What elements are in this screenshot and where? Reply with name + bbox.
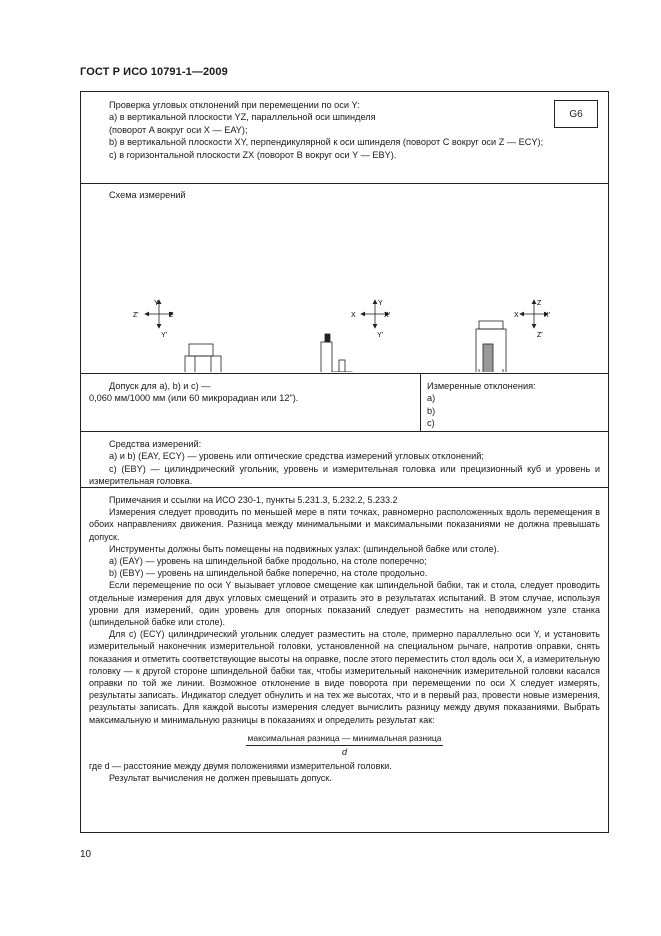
measured-item: b)	[427, 405, 436, 416]
formula-denominator: d	[341, 747, 347, 758]
measured-block	[427, 380, 536, 430]
tolerance-cell	[81, 374, 608, 432]
axis-c-down: Z'	[537, 332, 543, 339]
machine-b-drawing	[299, 334, 388, 372]
measured-label: Измеренные отклонения:	[427, 381, 536, 391]
notes-paragraph: Измерения следует проводить по меньшей мере в пяти точках, равномерно расположенных вдоль перемещения в обоих направлениях движения. Разница между минимальными и максимальными показаниями не должна превышать допуск.	[89, 507, 600, 542]
axis-b-up: Y	[378, 300, 383, 307]
axis-b-right: X'	[384, 312, 391, 319]
diagram-cell	[81, 184, 608, 374]
test-description	[89, 99, 600, 161]
axis-c-left: X	[514, 312, 519, 319]
axis-c-right: X'	[544, 312, 551, 319]
test-description-cell	[81, 92, 608, 184]
column-divider	[420, 374, 421, 431]
tolerance-block	[89, 380, 415, 405]
axis-a-right: Z	[169, 312, 174, 319]
tolerance-value: 0,060 мм/1000 мм (или 60 микрорадиан или 12").	[89, 393, 299, 404]
test-code: G6	[554, 100, 598, 128]
notes-paragraph: Если перемещение по оси Y вызывает угловое смещение как шпиндельной бабки, так и стола, следует проводить отдельные измерения для двух угловых смещений и отразить это в результатах испытаний. В этом случае, используя уровни для измерений, один уровень для опорных показаний следует разместить на неподвижном узле станка (шпиндельной бабке или столе).	[89, 580, 600, 628]
measured-item: a)	[427, 393, 436, 404]
test-line: c) в горизонтальной плоскости ZX (поворот B вокруг оси Y — EBY).	[109, 149, 397, 160]
measured-item: c)	[427, 418, 435, 429]
test-line: b) в вертикальной плоскости XY, перпендикулярной к оси шпинделя (поворот C вокруг оси Z — ECY);	[109, 137, 544, 148]
notes-paragraph: a) (EAY) — уровень на шпиндельной бабке продольно, на столе поперечно;	[109, 556, 427, 567]
machine-c-drawing	[453, 321, 529, 372]
formula-numerator: максимальная разница — минимальная разница	[246, 732, 444, 746]
diagram-title: Схема измерений	[109, 190, 186, 200]
test-line: (поворот A вокруг оси X — EAY);	[109, 124, 248, 135]
axis-a-up: Y	[154, 300, 159, 307]
formula	[89, 732, 600, 758]
notes-paragraph: Инструменты должны быть помещены на подвижных узлах: (шпиндельной бабке или столе).	[109, 543, 500, 554]
instruments-block	[89, 438, 600, 488]
page-header: ГОСТ Р ИСО 10791-1—2009	[80, 66, 228, 78]
instruments-cell	[81, 432, 608, 488]
test-line: Проверка угловых отклонений при перемещении по оси Y:	[109, 100, 360, 110]
measurement-diagram	[81, 184, 608, 372]
test-line: a) в вертикальной плоскости YZ, параллельной оси шпинделя	[109, 112, 376, 123]
page-number: 10	[80, 849, 92, 860]
notes-paragraph: b) (EBY) — уровень на шпиндельной бабке поперечно, на столе продольно.	[109, 568, 428, 579]
axis-a-down: Y'	[161, 332, 168, 339]
axis-a-left: Z'	[133, 312, 139, 319]
notes-cell	[81, 488, 608, 834]
test-table	[80, 91, 609, 833]
instruments-title: Средства измерений:	[109, 439, 202, 449]
axis-c-up: Z	[537, 300, 542, 307]
tolerance-label: Допуск для a), b) и c) —	[109, 381, 211, 391]
axis-b-down: Y'	[377, 332, 384, 339]
notes-paragraph: Для c) (ECY) цилиндрический угольник следует разместить на столе, примерно параллельно оси Y, и установить измерительный наконечник измерительной головки, установленной на специальном рычаге, напротив оправки, снять показания и отметить соответствующие высоты на оправке, после этого переместить стол вдоль оси X, а измерительную головку — к другой стороне шпиндельной бабки так, чтобы измерительный наконечник измерительной головки касался оправки по той же линии. Возможное отклонение в виде поворота при перемещении по оси X следует измерять, результаты записать. Индикатор следует обнулить и на тех же высотах, что и в первый раз, провести новые измерения, результаты записать. Для каждой высоты измерения следует вычислить разницу между двумя показаниями. Выбрать максимальную и минимальную разницы в показаниях и определить результат как:	[89, 629, 600, 725]
machine-a-drawing	[133, 344, 264, 372]
notes-paragraph: Результат вычисления не должен превышать допуск.	[109, 773, 332, 784]
axis-b-left: X	[351, 312, 356, 319]
notes-block	[89, 494, 600, 785]
instruments-line: a) и b) (EAY, ECY) — уровень или оптические средства измерений угловых отклонений;	[109, 451, 484, 462]
notes-paragraph: где d — расстояние между двумя положениями измерительной головки.	[89, 761, 392, 772]
instruments-line: c) (EBY) — цилиндрический угольник, уровень и измерительная головка или прецизионный куб и уровень и измерительная головка.	[89, 463, 600, 487]
notes-title: Примечания и ссылки на ИСО 230-1, пункты 5.231.3, 5.232.2, 5.233.2	[109, 495, 398, 505]
